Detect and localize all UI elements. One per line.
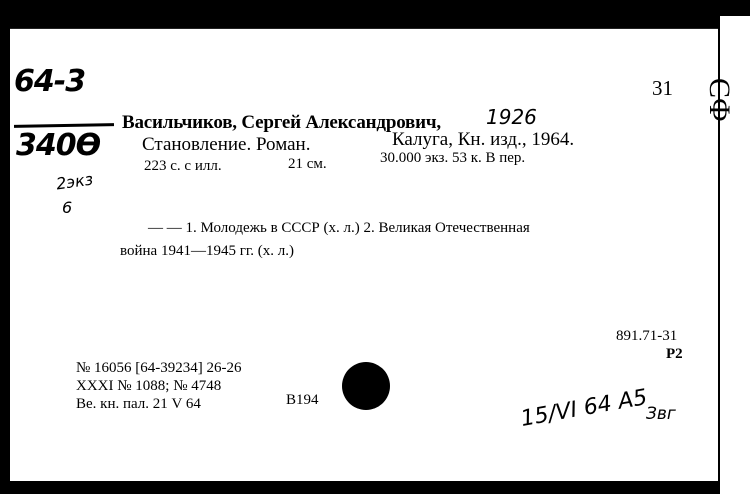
date-stamp: 15/VI 64 А5: [518, 385, 650, 432]
call-number-bottom: 340Ө: [16, 128, 101, 163]
registry-line-3: Ве. кн. пал. 21 V 64: [76, 396, 201, 412]
classification-mark: Р2: [666, 346, 683, 362]
registry-code: B194: [286, 392, 319, 408]
registry-line-1: № 16056 [64-39234] 26-26: [76, 360, 242, 376]
handwritten-copies-note: 2экз: [54, 169, 95, 194]
birth-year: 1926: [486, 105, 537, 129]
margin-text: СФ: [703, 78, 736, 122]
book-title: Становление. Роман.: [142, 134, 311, 155]
pagination: 223 с. с илл.: [144, 158, 222, 174]
book-size: 21 см.: [288, 156, 327, 172]
subject-line-2: война 1941—1945 гг. (х. л.): [120, 243, 295, 259]
imprint: Калуга, Кн. изд., 1964.: [392, 129, 575, 150]
punch-hole: [342, 362, 390, 410]
librarian-initials: Звг: [646, 404, 676, 424]
handwritten-copies-count: 6: [62, 198, 73, 217]
call-number-top: 64-3: [14, 64, 86, 99]
registry-line-2: XXXI № 1088; № 4748: [76, 378, 222, 394]
udc-index: 891.71-31: [616, 328, 678, 344]
subject-line-1: — — 1. Молодежь в СССР (х. л.) 2. Великая Отечественная: [148, 220, 530, 236]
card-number: 31: [652, 76, 673, 100]
print-run-price: 30.000 экз. 53 к. В пер.: [380, 150, 526, 166]
author-heading: Васильчиков, Сергей Александрович,: [122, 112, 441, 133]
